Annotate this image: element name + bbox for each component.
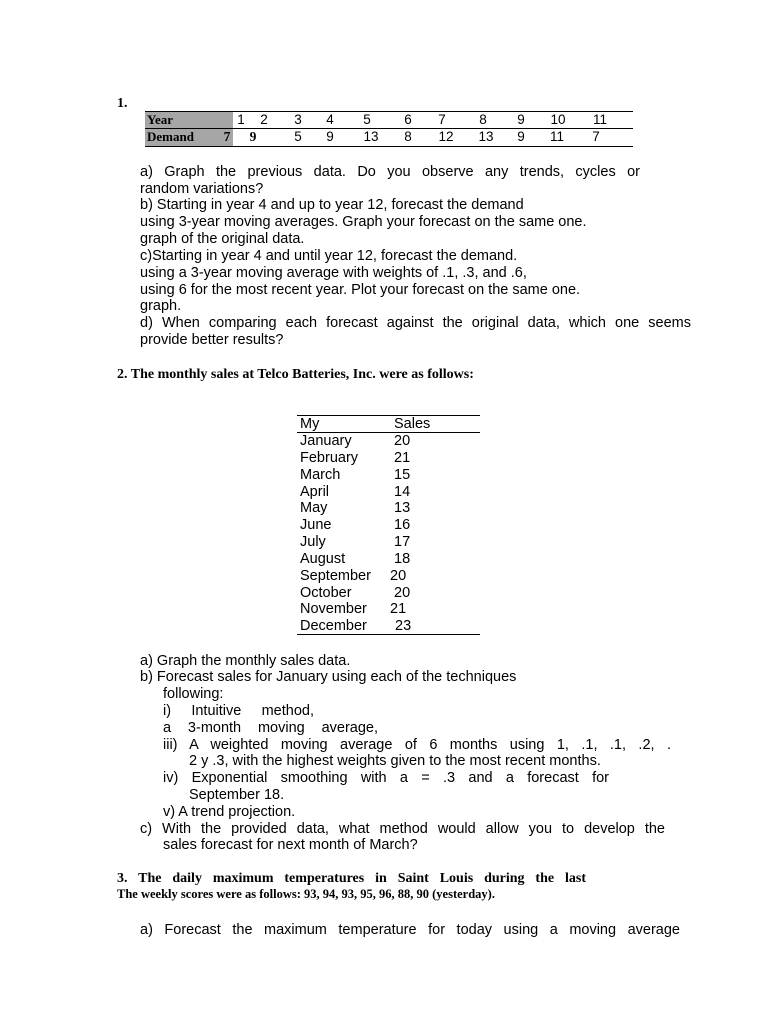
sales-cell: 23	[395, 618, 412, 634]
demand-cell: 5	[294, 129, 302, 144]
demand-cell: 13	[363, 129, 379, 144]
q1-line: using a 3-year moving average with weights of .1, .3, and .6,	[140, 265, 527, 281]
month-cell: February	[300, 450, 359, 466]
q1-line: graph.	[140, 298, 182, 314]
month-cell: June	[300, 517, 332, 533]
sales-cell: 21	[394, 450, 411, 466]
month-cell: September	[300, 568, 371, 584]
q1-line: c)Starting in year 4 and until year 12, forecast the demand.	[140, 248, 518, 264]
q1-line: b) Starting in year 4 and up to year 12, forecast the demand	[140, 197, 524, 213]
q2-line: v) A trend projection.	[163, 804, 296, 820]
sales-cell: 14	[394, 484, 411, 500]
q1-line: provide better results?	[140, 332, 284, 348]
sales-cell: 15	[394, 467, 411, 483]
q2-line: c) With the provided data, what method would allow you to develop the	[140, 821, 665, 837]
q2-line: a) Graph the monthly sales data.	[140, 653, 351, 669]
demand-cell: 7	[223, 129, 231, 144]
month-column-header: My	[300, 416, 320, 432]
demand-cell: 11	[549, 129, 564, 144]
month-cell: December	[300, 618, 367, 634]
q2-line: iii) A weighted moving average of 6 months using 1, .1, .1, .2, .	[163, 737, 671, 753]
q1-line: a) Graph the previous data. Do you observe any trends, cycles or	[140, 164, 640, 180]
year-cell: 11	[592, 112, 607, 127]
demand-cell: 9	[326, 129, 334, 144]
demand-cell: 9	[249, 129, 257, 144]
sales-column-header: Sales	[394, 416, 431, 432]
question-3-heading: 3. The daily maximum temperatures in Saint Louis during the last	[117, 871, 586, 886]
table-rule-bottom	[145, 146, 633, 147]
month-cell: April	[300, 484, 330, 500]
month-cell: November	[300, 601, 367, 617]
q2-line: following:	[163, 686, 224, 702]
sales-cell: 20	[394, 433, 411, 449]
demand-cell: 7	[592, 129, 600, 144]
year-cell: 6	[404, 112, 412, 127]
month-cell: August	[300, 551, 346, 567]
sales-cell: 21	[390, 601, 407, 617]
year-cell: 10	[550, 112, 566, 127]
sales-cell: 20	[390, 568, 407, 584]
year-label: Year	[147, 112, 173, 127]
sales-cell: 20	[394, 585, 411, 601]
question-2-heading: 2. The monthly sales at Telco Batteries, Inc. were as follows:	[117, 367, 474, 382]
demand-cell: 12	[438, 129, 454, 144]
q2-line: 2 y .3, with the highest weights given to the most recent months.	[189, 753, 601, 769]
q1-line: using 6 for the most recent year. Plot your forecast on the same one.	[140, 282, 581, 298]
q2-line: iv) Exponential smoothing with a = .3 and a forecast for	[163, 770, 609, 786]
question-3-subheading: The weekly scores were as follows: 93, 94, 93, 95, 96, 88, 90 (yesterday).	[117, 887, 495, 901]
year-cell: 3	[294, 112, 302, 127]
q1-line: using 3-year moving averages. Graph your forecast on the same one.	[140, 214, 587, 230]
month-cell: March	[300, 467, 341, 483]
q1-line: graph of the original data.	[140, 231, 305, 247]
question-1-number: 1.	[117, 96, 128, 111]
q2-line: a 3-month moving average,	[163, 720, 378, 736]
year-cell: 4	[326, 112, 334, 127]
year-cell: 7	[438, 112, 446, 127]
year-cell: 8	[479, 112, 487, 127]
month-cell: October	[300, 585, 352, 601]
demand-cell: 9	[517, 129, 525, 144]
q2-line: September 18.	[189, 787, 285, 803]
q2-line: sales forecast for next month of March?	[163, 837, 418, 853]
demand-label: Demand	[147, 129, 194, 144]
q1-line: d) When comparing each forecast against the original data, which one seems	[140, 315, 691, 331]
q1-line: random variations?	[140, 181, 264, 197]
year-cell: 5	[363, 112, 371, 127]
sales-cell: 17	[394, 534, 411, 550]
year-cell: 1	[237, 112, 245, 127]
q2-line: b) Forecast sales for January using each of the techniques	[140, 669, 517, 685]
q2-line: i) Intuitive method,	[163, 703, 314, 719]
sales-cell: 18	[394, 551, 411, 567]
q3-line: a) Forecast the maximum temperature for today using a moving average	[140, 922, 680, 938]
sales-cell: 16	[394, 517, 411, 533]
month-cell: July	[300, 534, 326, 550]
demand-cell: 13	[478, 129, 494, 144]
table-rule-top	[297, 415, 480, 416]
year-cell: 9	[517, 112, 525, 127]
month-cell: May	[300, 500, 328, 516]
month-cell: January	[300, 433, 352, 449]
demand-cell: 8	[404, 129, 412, 144]
year-cell: 2	[260, 112, 268, 127]
sales-cell: 13	[394, 500, 411, 516]
